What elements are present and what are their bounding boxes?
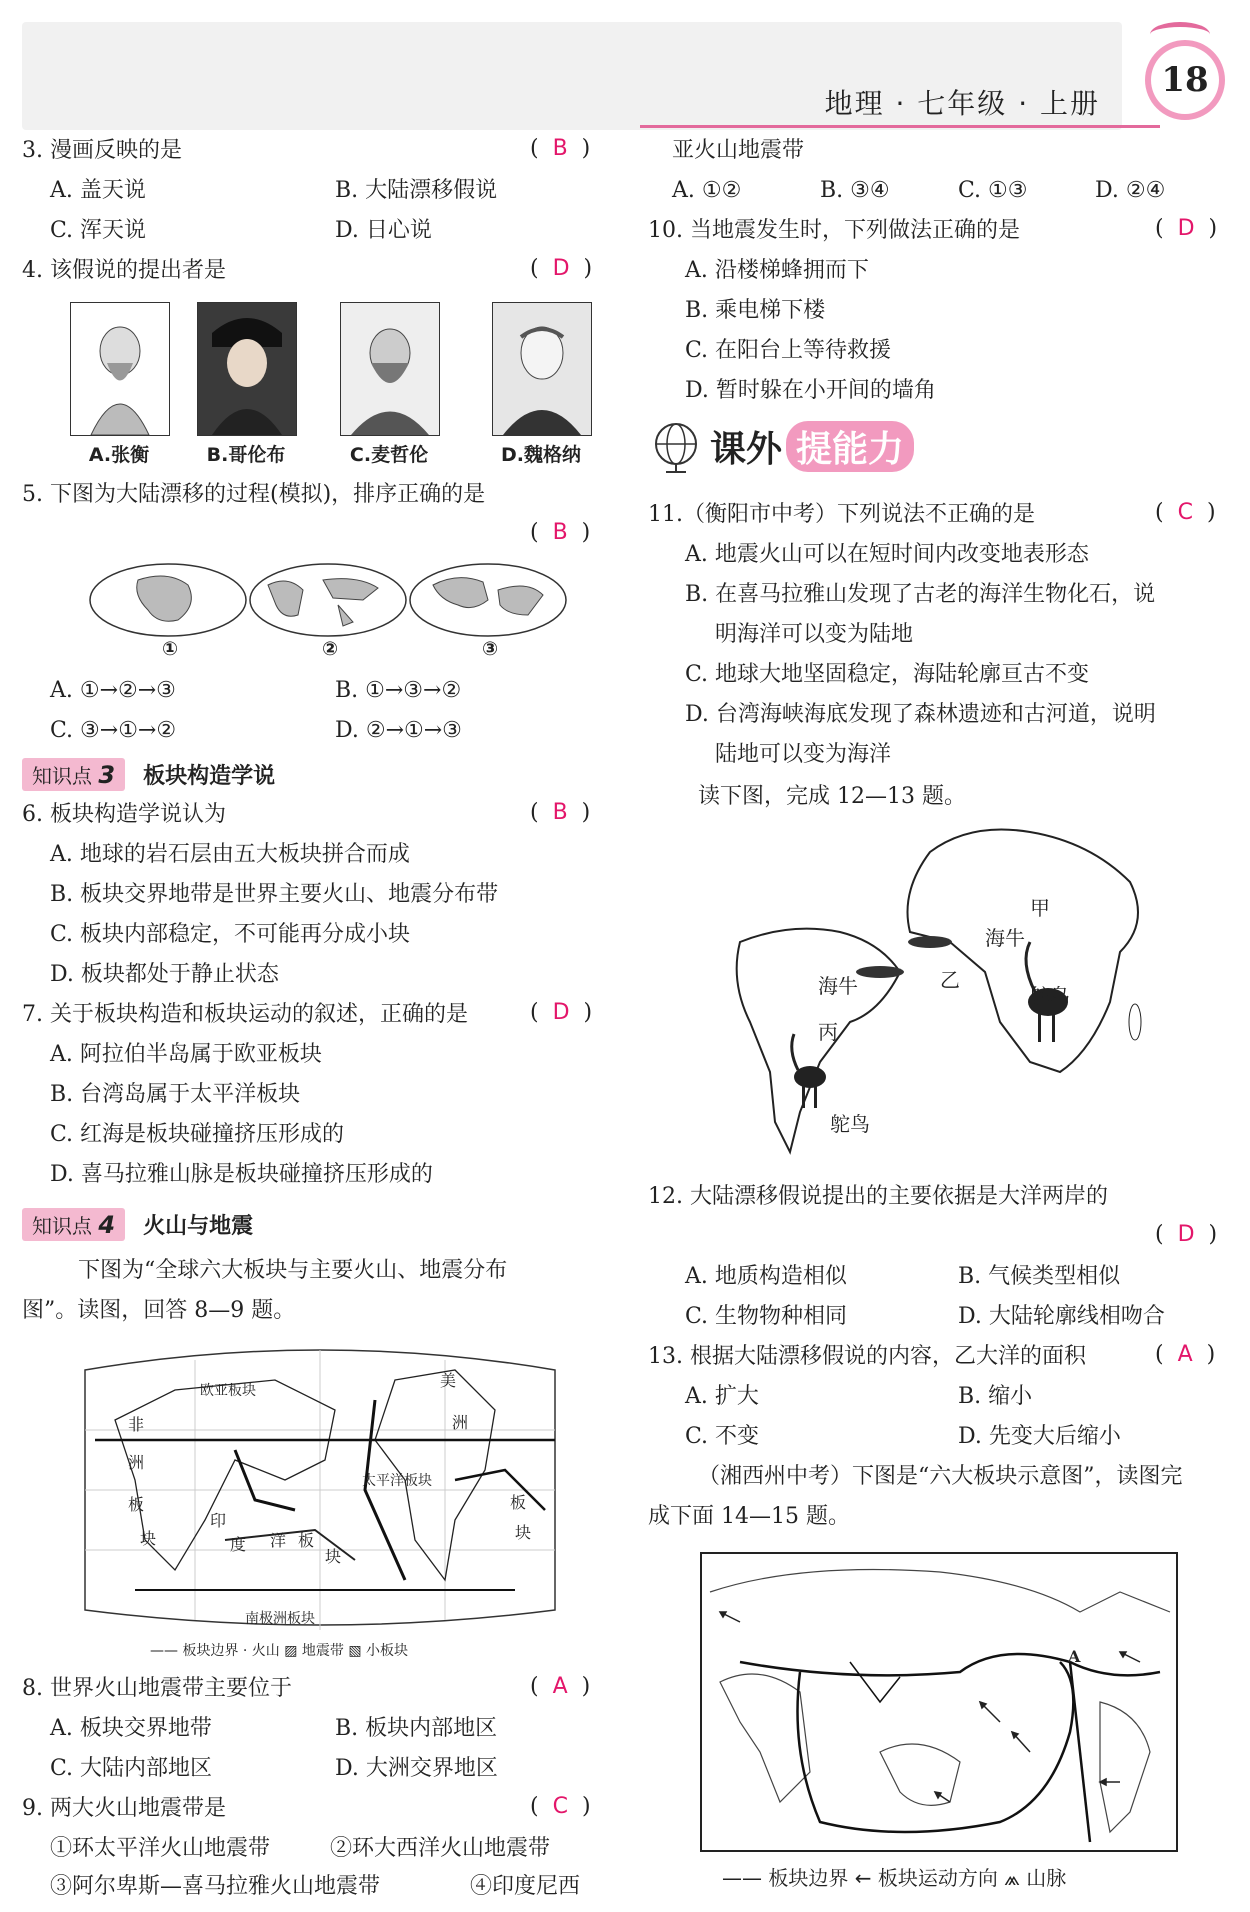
q9-stem: 9. 两大火山地震带是 — [22, 1796, 226, 1821]
q11-stem: 11.（衡阳市中考）下列说法不正确的是 — [648, 502, 1035, 527]
q7-stem: 7. 关于板块构造和板块运动的叙述，正确的是 — [22, 1002, 468, 1027]
kp4-badge: 知识点 4 — [22, 1208, 125, 1241]
q3-option-d: D. 日心说 — [335, 218, 432, 243]
q10-option-c: C. 在阳台上等待救援 — [685, 338, 892, 363]
knowledge-point-3 — [22, 758, 275, 791]
q8-answer-paren: ( A ) — [530, 1674, 591, 1699]
caption-b: B.哥伦布 — [206, 444, 286, 466]
q6-option-d: D. 板块都处于静止状态 — [50, 962, 279, 987]
page-number-badge — [1145, 40, 1225, 120]
q13-option-b: B. 缩小 — [958, 1384, 1033, 1409]
q5-option-d: D. ②→①→③ — [335, 718, 462, 743]
map1-label-pacific: 太平洋板块 — [362, 1473, 432, 1489]
q10-option-d: D. 暂时躲在小开间的墙角 — [685, 378, 936, 403]
q8-stem: 8. 世界火山地震带主要位于 — [22, 1676, 292, 1701]
page-number: 18 — [1151, 46, 1219, 114]
q12-answer-paren: ( D ) — [1155, 1222, 1218, 1247]
q13-option-d: D. 先变大后缩小 — [958, 1424, 1121, 1449]
q10-option-b: B. 乘电梯下楼 — [685, 298, 826, 323]
q6-answer: B — [552, 800, 568, 825]
kp3-badge: 知识点 3 — [22, 758, 125, 791]
q11-option-b-line1: B. 在喜马拉雅山发现了古老的海洋生物化石，说 — [685, 582, 1156, 607]
intro-1415-line2: 成下面 14—15 题。 — [648, 1504, 850, 1529]
q7-answer-paren: ( D ) — [530, 1000, 593, 1025]
map2-label-jia: 甲 — [1030, 896, 1050, 920]
q9-answer: C — [552, 1794, 568, 1819]
q5-option-a: A. ①→②→③ — [50, 678, 176, 703]
subject-title: 地理 · 七年级 · 上册 — [824, 87, 1100, 120]
map1-label-fei-kuai: 块 — [140, 1529, 157, 1548]
q3-answer-paren: ( B ) — [530, 136, 591, 161]
q7-option-d: D. 喜马拉雅山脉是板块碰撞挤压形成的 — [50, 1162, 433, 1187]
q3-answer: B — [552, 136, 568, 161]
q7-option-c: C. 红海是板块碰撞挤压形成的 — [50, 1122, 345, 1147]
map2-label-yi: 乙 — [940, 968, 960, 992]
q10-answer: D — [1177, 216, 1195, 241]
caption-d: D.魏格纳 — [501, 444, 581, 466]
header-underline — [640, 125, 1160, 128]
q12-option-d: D. 大陆轮廓线相吻合 — [958, 1304, 1165, 1329]
section-title-a: 课外 — [710, 428, 783, 470]
map1-legend: —— 板块边界 · 火山 ▨ 地震带 ▧ 小板块 — [150, 1643, 409, 1659]
q13-stem: 13. 根据大陆漂移假说的内容，乙大洋的面积 — [648, 1344, 1086, 1369]
world-plates-map — [75, 1340, 565, 1640]
section-title-b: 提能力 — [786, 421, 914, 472]
q12-stem: 12. 大陆漂移假说提出的主要依据是大洋两岸的 — [648, 1184, 1108, 1209]
q9-answer-paren: ( C ) — [530, 1794, 591, 1819]
q8-option-d: D. 大洲交界地区 — [335, 1756, 498, 1781]
drift-label-3: ③ — [481, 638, 499, 660]
q4-answer-paren: ( D ) — [530, 256, 593, 281]
q13-option-c: C. 不变 — [685, 1424, 760, 1449]
globe-icon — [648, 418, 704, 474]
q7-option-a: A. 阿拉伯半岛属于欧亚板块 — [50, 1042, 322, 1067]
map2-label-hainiu-sa: 海牛 — [818, 974, 858, 998]
q9-option-c: C. ①③ — [958, 178, 1028, 203]
q12-option-c: C. 生物物种相同 — [685, 1304, 848, 1329]
q5-option-c: C. ③→①→② — [50, 718, 177, 743]
q9-statement-4: ④印度尼西 — [470, 1874, 581, 1899]
q9-option-a: A. ①② — [672, 178, 742, 203]
caption-c: C.麦哲伦 — [349, 444, 429, 466]
map1-label-am-kuai: 块 — [515, 1523, 532, 1542]
map1-label-antarctic: 南极洲板块 — [245, 1611, 315, 1627]
six-plates-map — [700, 1552, 1178, 1852]
caption-a: A.张衡 — [88, 444, 150, 466]
drift-label-1: ① — [161, 638, 179, 660]
q9-statement-4-cont: 亚火山地震带 — [672, 138, 805, 163]
intro-89-line2: 图”。读图，回答 8—9 题。 — [22, 1298, 296, 1323]
section-header — [648, 418, 914, 474]
portrait-zhangheng — [70, 302, 170, 436]
q5-answer-paren: ( B ) — [530, 520, 591, 545]
drift-maps — [88, 560, 568, 640]
map1-label-zhou: 洲 — [452, 1413, 469, 1432]
q7-answer: D — [552, 1000, 570, 1025]
q11-option-b-line2: 明海洋可以变为陆地 — [715, 622, 914, 647]
q10-stem: 10. 当地震发生时，下列做法正确的是 — [648, 218, 1020, 243]
q9-statement-2: ②环大西洋火山地震带 — [330, 1836, 551, 1861]
q11-option-c: C. 地球大地坚固稳定，海陆轮廓亘古不变 — [685, 662, 1090, 687]
q10-answer-paren: ( D ) — [1155, 216, 1218, 241]
kp3-title: 板块构造学说 — [143, 764, 276, 789]
q11-answer: C — [1177, 500, 1193, 525]
q5-answer: B — [552, 520, 568, 545]
q11-option-a: A. 地震火山可以在短时间内改变地表形态 — [685, 542, 1089, 567]
q6-option-b: B. 板块交界地带是世界主要火山、地震分布带 — [50, 882, 499, 907]
q13-answer-paren: ( A ) — [1155, 1342, 1216, 1367]
map1-label-yin: 印 — [210, 1511, 227, 1530]
q9-option-b: B. ③④ — [820, 178, 890, 203]
q12-option-b: B. 气候类型相似 — [958, 1264, 1121, 1289]
q6-stem: 6. 板块构造学说认为 — [22, 802, 226, 827]
q5-option-b: B. ①→③→② — [335, 678, 462, 703]
q11-answer-paren: ( C ) — [1155, 500, 1216, 525]
q12-option-a: A. 地质构造相似 — [685, 1264, 847, 1289]
q6-option-a: A. 地球的岩石层由五大板块拼合而成 — [50, 842, 410, 867]
map1-label-fei: 非 — [128, 1415, 145, 1434]
q3-option-c: C. 浑天说 — [50, 218, 147, 243]
map3-legend: —— 板块边界 ← 板块运动方向 ⩕ 山脉 — [722, 1866, 1067, 1890]
intro-1415-line1: （湘西州中考）下图是“六大板块示意图”，读图完 — [698, 1464, 1183, 1489]
q13-answer: A — [1177, 1342, 1193, 1367]
q8-answer: A — [552, 1674, 568, 1699]
map2-label-bing: 丙 — [818, 1020, 838, 1044]
q4-stem: 4. 该假说的提出者是 — [22, 258, 226, 283]
q11-option-d-line1: D. 台湾海峡海底发现了森林遗迹和古河道，说明 — [685, 702, 1156, 727]
map1-label-ban: 板 — [298, 1531, 315, 1550]
q6-option-c: C. 板块内部稳定，不可能再分成小块 — [50, 922, 411, 947]
map1-label-mei: 美 — [440, 1371, 457, 1390]
q3-option-b: B. 大陆漂移假说 — [335, 178, 498, 203]
portrait-wegener — [492, 302, 592, 436]
map1-label-du: 度 — [230, 1535, 247, 1554]
q9-statement-3: ③阿尔卑斯—喜马拉雅火山地震带 — [50, 1874, 381, 1899]
map1-label-fei-ban: 板 — [128, 1495, 145, 1514]
map1-label-kuai: 块 — [325, 1547, 342, 1566]
q5-stem: 5. 下图为大陆漂移的过程(模拟)，排序正确的是 — [22, 482, 486, 507]
q3-option-a: A. 盖天说 — [50, 178, 146, 203]
q7-option-b: B. 台湾岛属于太平洋板块 — [50, 1082, 301, 1107]
continents-map — [730, 822, 1150, 1172]
portrait-magellan — [340, 302, 440, 436]
intro-1213: 读下图，完成 12—13 题。 — [698, 784, 966, 809]
q8-option-b: B. 板块内部地区 — [335, 1716, 498, 1741]
q11-option-d-line2: 陆地可以变为海洋 — [715, 742, 892, 767]
q6-answer-paren: ( B ) — [530, 800, 591, 825]
map2-label-hainiu-africa: 海牛 — [985, 926, 1025, 950]
q4-answer: D — [552, 256, 570, 281]
q8-option-a: A. 板块交界地带 — [50, 1716, 212, 1741]
map3-label-a: A — [1068, 1647, 1081, 1666]
drift-label-2: ② — [321, 638, 339, 660]
map1-label-am-ban: 板 — [510, 1493, 527, 1512]
map1-label-yang: 洋 — [270, 1531, 287, 1550]
knowledge-point-4 — [22, 1208, 253, 1241]
q9-option-d: D. ②④ — [1095, 178, 1166, 203]
q10-option-a: A. 沿楼梯蜂拥而下 — [685, 258, 869, 283]
q12-answer: D — [1177, 1222, 1195, 1247]
map2-label-tuoniao-africa: 鸵鸟 — [1030, 984, 1070, 1008]
map2-label-tuoniao-sa: 鸵鸟 — [830, 1112, 870, 1136]
q3-stem: 3. 漫画反映的是 — [22, 138, 182, 163]
portrait-columbus — [197, 302, 297, 436]
kp4-title: 火山与地震 — [143, 1214, 254, 1239]
map1-label-fei-zhou: 洲 — [128, 1453, 145, 1472]
q9-statement-1: ①环太平洋火山地震带 — [50, 1836, 271, 1861]
intro-89-line1: 下图为“全球六大板块与主要火山、地震分布 — [78, 1258, 508, 1283]
q13-option-a: A. 扩大 — [685, 1384, 759, 1409]
map1-label-eurasia: 欧亚板块 — [200, 1383, 256, 1399]
q8-option-c: C. 大陆内部地区 — [50, 1756, 213, 1781]
